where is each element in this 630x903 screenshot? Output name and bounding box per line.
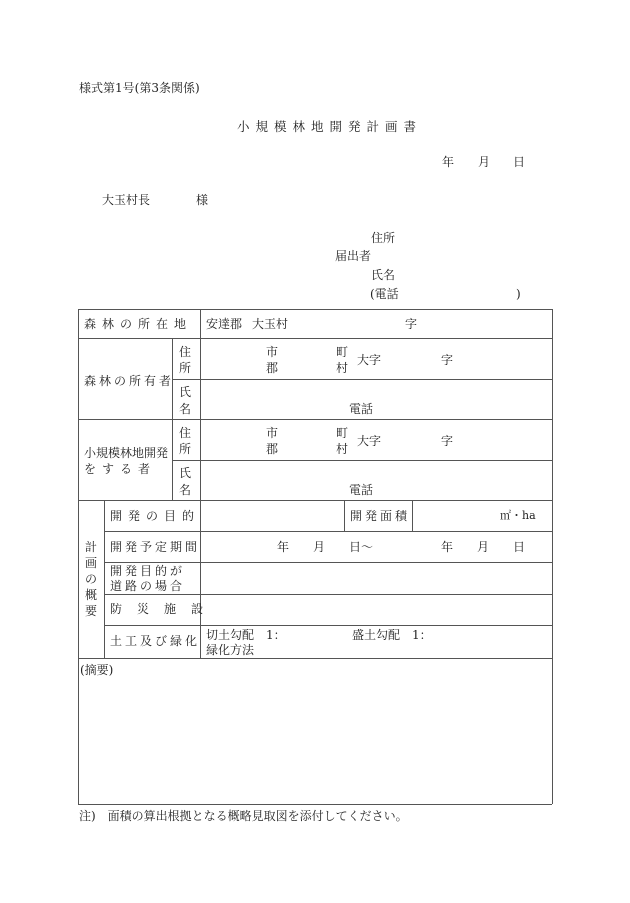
date-month: 月 <box>478 155 491 169</box>
plan-label-char-1: 計 <box>85 540 98 554</box>
plan-label-char-2: 画 <box>85 556 98 570</box>
applicant-role-label: 届出者 <box>335 249 372 263</box>
developer-name-label-2: 名 <box>179 483 192 497</box>
developer-aza: 字 <box>441 434 454 448</box>
developer-label-line2: をする者 <box>84 462 157 476</box>
fill-slope: 盛土勾配 1： <box>352 628 432 642</box>
greening-method: 緑化方法 <box>206 643 255 657</box>
date-year: 年 <box>442 155 455 169</box>
developer-oaza: 大字 <box>357 434 382 448</box>
addressee-name: 大玉村長 <box>102 193 151 207</box>
location-county: 安達郡 <box>206 317 243 331</box>
owner-address-label-2: 所 <box>179 361 192 375</box>
owner-address-label-1: 住 <box>179 345 192 359</box>
developer-town: 町 <box>336 426 349 440</box>
area-label: 開発面積 <box>350 509 411 523</box>
area-unit: ㎡・ha <box>500 509 536 522</box>
developer-address-label-2: 所 <box>179 442 192 456</box>
period-month-2: 月 <box>477 540 490 554</box>
developer-mura: 村 <box>336 442 349 456</box>
road-label-line1: 開発目的が <box>110 564 186 578</box>
period-day-1: 日〜 <box>349 540 374 554</box>
purpose-label: 開発の目的 <box>110 509 201 523</box>
owner-gun: 郡 <box>266 361 279 375</box>
developer-city: 市 <box>266 426 279 440</box>
road-label-line2: 道路の場合 <box>110 579 186 593</box>
owner-mura: 村 <box>336 361 349 375</box>
owner-phone: 電話 <box>349 402 374 416</box>
applicant-address-label: 住所 <box>371 231 396 245</box>
owner-name-label-1: 氏 <box>179 385 192 399</box>
footnote: 注) 面積の算出根拠となる概略見取図を添付してください。 <box>79 809 408 823</box>
disaster-label: 防災施設 <box>110 602 219 616</box>
location-label: 森林の所在地 <box>84 317 193 331</box>
period-year-2: 年 <box>441 540 454 554</box>
developer-gun: 郡 <box>266 442 279 456</box>
plan-label-char-4: 概 <box>85 588 98 602</box>
plan-label-char-3: の <box>85 572 98 586</box>
period-day-2: 日 <box>513 540 526 554</box>
period-label: 開発予定期間 <box>110 540 201 554</box>
applicant-name-label: 氏名 <box>371 268 396 282</box>
applicant-phone-open: (電話 <box>370 287 399 301</box>
developer-address-label-1: 住 <box>179 426 192 440</box>
date-day: 日 <box>513 155 526 169</box>
document-title: 小規模林地開発計画書 <box>237 119 423 134</box>
summary-label: (摘要) <box>80 663 114 677</box>
period-year-1: 年 <box>277 540 290 554</box>
form-number: 様式第1号(第3条関係) <box>79 81 200 95</box>
owner-town: 町 <box>336 345 349 359</box>
developer-label-line1: 小規模林地開発 <box>84 446 169 460</box>
developer-name-label-1: 氏 <box>179 466 192 480</box>
owner-label: 森林の所有者 <box>84 374 175 388</box>
developer-phone: 電話 <box>349 483 374 497</box>
owner-aza: 字 <box>441 353 454 367</box>
period-month-1: 月 <box>313 540 326 554</box>
cut-slope: 切土勾配 1： <box>206 628 286 642</box>
addressee-honorific: 様 <box>196 193 209 207</box>
owner-name-label-2: 名 <box>179 402 192 416</box>
earthwork-label: 土工及び緑化 <box>110 634 201 648</box>
applicant-phone-close: ) <box>516 287 521 301</box>
plan-label-char-5: 要 <box>85 604 98 618</box>
location-aza: 字 <box>405 317 418 331</box>
location-village: 大玉村 <box>252 317 289 331</box>
owner-oaza: 大字 <box>357 353 382 367</box>
owner-city: 市 <box>266 345 279 359</box>
